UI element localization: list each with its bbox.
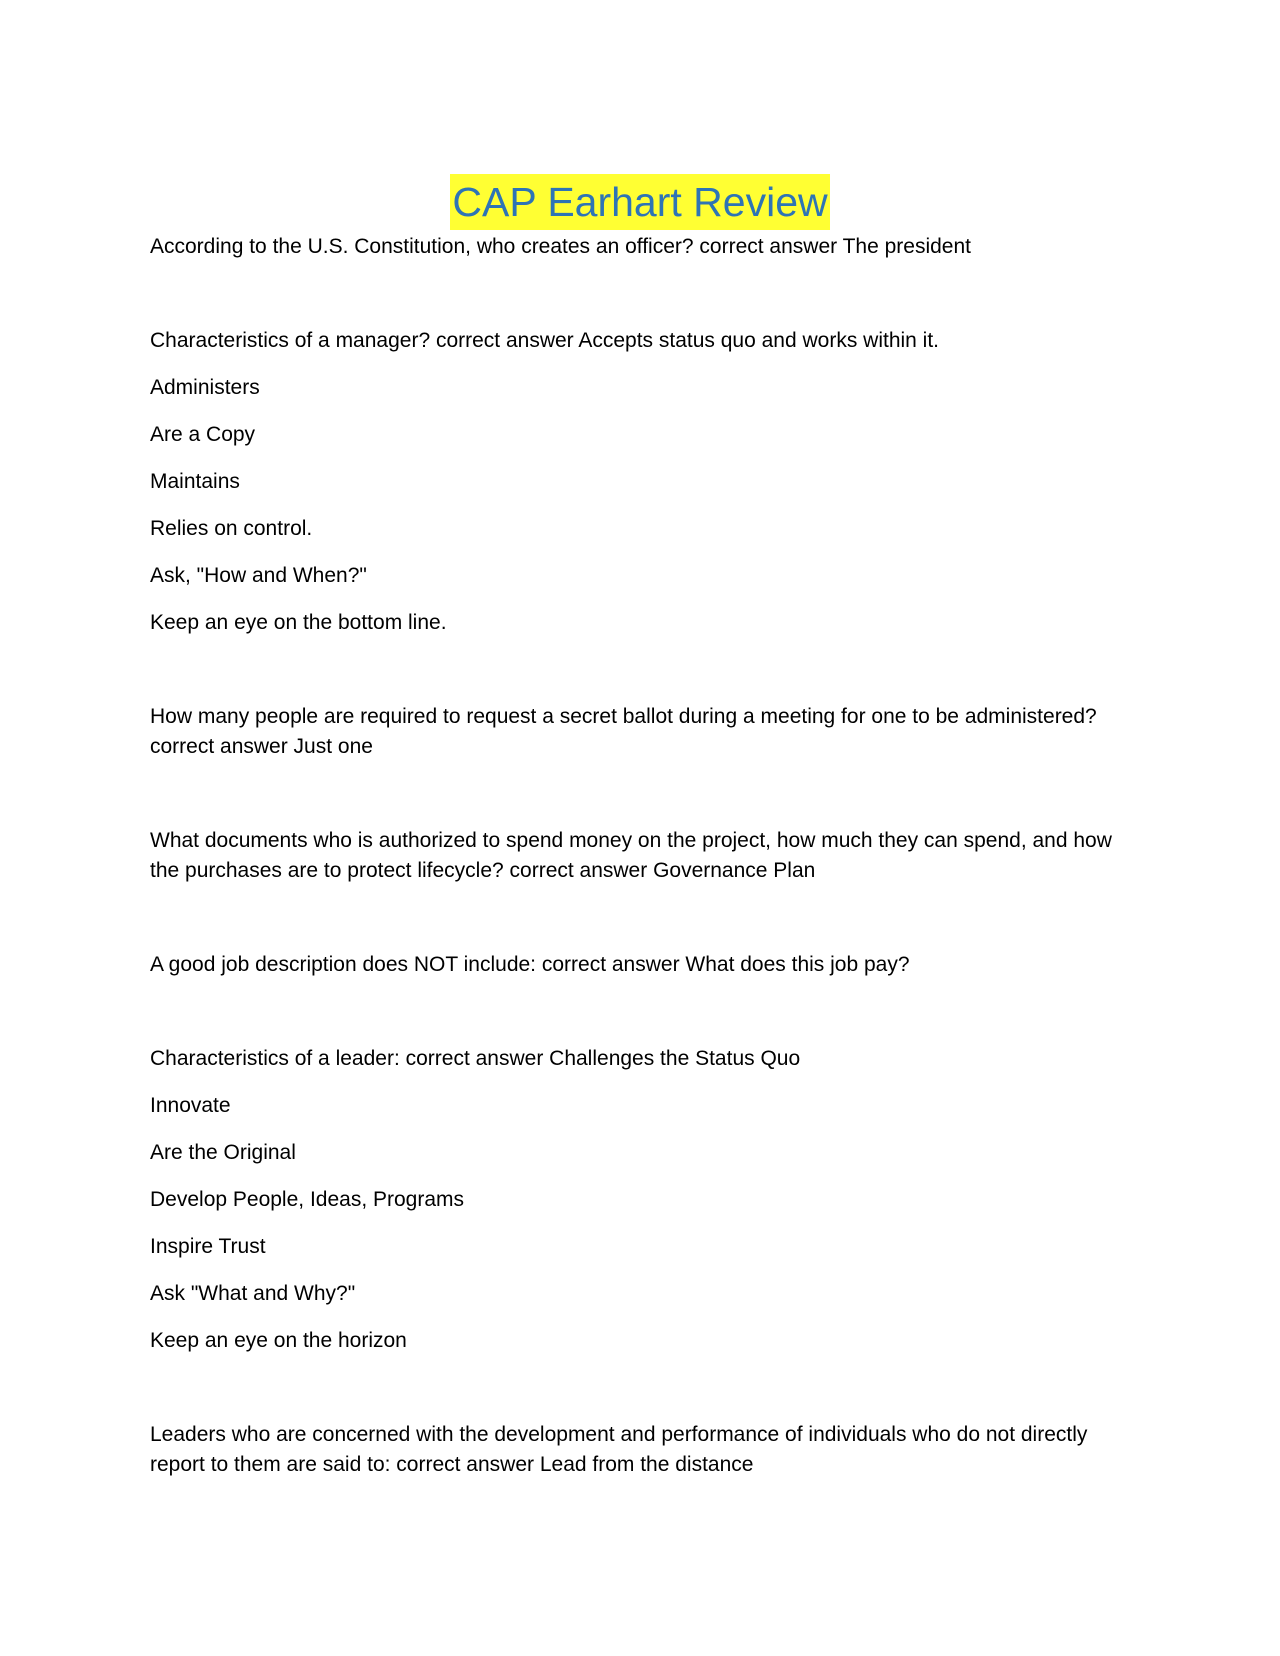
paragraph-bottom-line: Keep an eye on the bottom line. — [150, 611, 447, 634]
paragraph-develop-people: Develop People, Ideas, Programs — [150, 1188, 465, 1211]
paragraph-constitution-officer: According to the U.S. Constitution, who creates an officer? correct answer The president — [150, 235, 971, 258]
paragraph-gap — [150, 886, 1130, 950]
document-title: CAP Earhart Review — [450, 174, 829, 230]
paragraph-gap — [150, 1121, 1130, 1138]
paragraph-relies-on-control: Relies on control. — [150, 517, 313, 540]
paragraph-manager-characteristics: Characteristics of a manager? correct answer Accepts status quo and works within it. — [150, 329, 940, 352]
paragraph-gap — [150, 1356, 1130, 1420]
paragraph-gap — [150, 1168, 1130, 1185]
paragraph-gap — [150, 980, 1130, 1044]
paragraph-governance-plan: What documents who is authorized to spend money on the project, how much they can spend, and how the purchases are to protect lifecycle? correct answer Governance Plan — [150, 829, 1112, 882]
paragraph-inspire-trust: Inspire Trust — [150, 1235, 266, 1258]
paragraph-horizon: Keep an eye on the horizon — [150, 1329, 407, 1352]
paragraph-leader-characteristics: Characteristics of a leader: correct answer Challenges the Status Quo — [150, 1047, 801, 1070]
title-wrap — [150, 174, 1130, 230]
paragraph-how-and-when: Ask, "How and When?" — [150, 564, 367, 587]
paragraph-lead-from-distance: Leaders who are concerned with the development and performance of individuals who do not directly report to them are said to: correct answer Lead from the distance — [150, 1423, 1088, 1476]
paragraph-secret-ballot: How many people are required to request a secret ballot during a meeting for one to be administered? correct answer Just one — [150, 705, 1097, 758]
paragraph-what-and-why: Ask "What and Why?" — [150, 1282, 356, 1305]
paragraph-gap — [150, 1262, 1130, 1279]
paragraph-gap — [150, 450, 1130, 467]
paragraph-gap — [150, 1074, 1130, 1091]
paragraph-gap — [150, 403, 1130, 420]
paragraph-gap — [150, 356, 1130, 373]
paragraph-gap — [150, 544, 1130, 561]
paragraph-gap — [150, 591, 1130, 608]
paragraph-gap — [150, 638, 1130, 702]
paragraph-gap — [150, 762, 1130, 826]
paragraph-job-description: A good job description does NOT include: correct answer What does this job pay? — [150, 953, 910, 976]
paragraph-are-a-copy: Are a Copy — [150, 423, 256, 446]
paragraph-gap — [150, 262, 1130, 326]
paragraph-gap — [150, 497, 1130, 514]
document-page — [150, 174, 1130, 1480]
paragraph-gap — [150, 1215, 1130, 1232]
paragraph-administers: Administers — [150, 376, 260, 399]
paragraph-innovate: Innovate — [150, 1094, 231, 1117]
paragraph-gap — [150, 1309, 1130, 1326]
paragraph-maintains: Maintains — [150, 470, 240, 493]
paragraph-are-the-original: Are the Original — [150, 1141, 296, 1164]
